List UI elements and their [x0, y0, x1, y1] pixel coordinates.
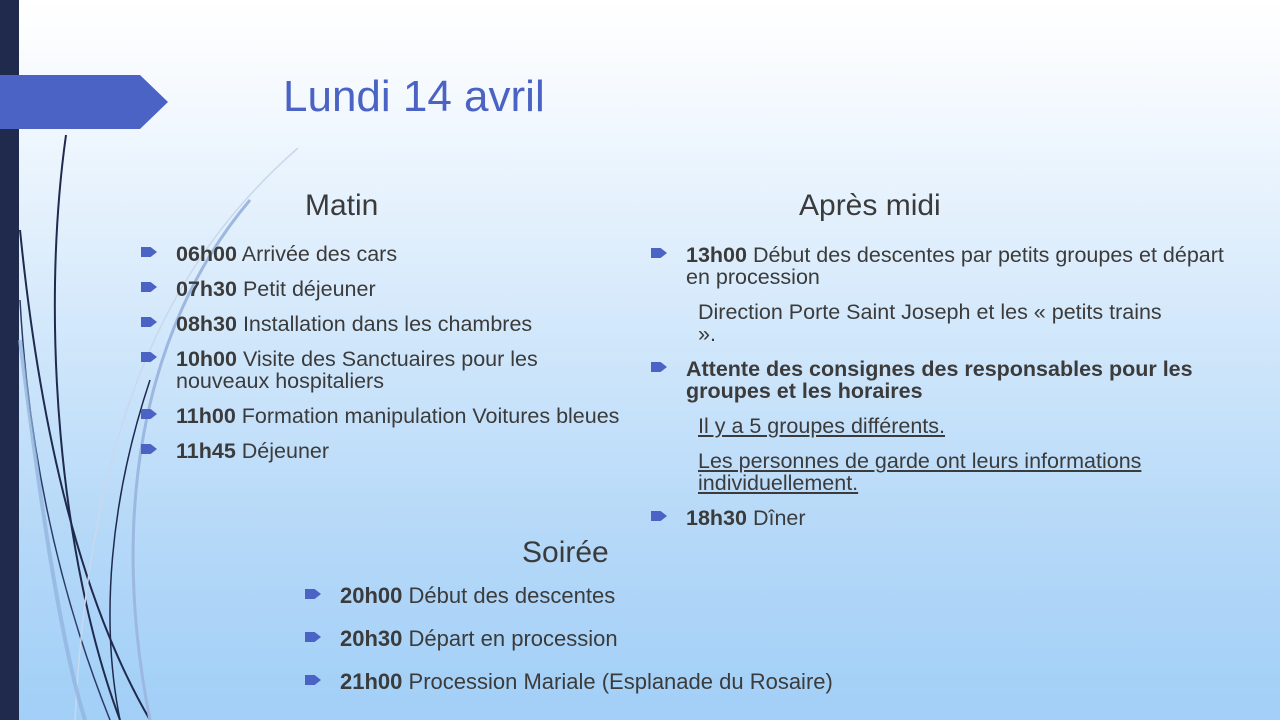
bullet-arrow-icon: [141, 282, 157, 292]
item-text: Dîner: [752, 506, 806, 530]
soiree-list: [305, 585, 1005, 693]
item-time: 21h00: [340, 669, 403, 694]
item-time: 07h30: [176, 277, 237, 301]
list-item: [141, 313, 621, 335]
item-text: Visite des Sanctuaires pour les nouveaux hospitaliers: [176, 347, 538, 393]
sub-link-text[interactable]: Il y a 5 groupes différents.: [698, 414, 945, 438]
bullet-arrow-icon: [141, 444, 157, 454]
item-time: 10h00: [176, 347, 237, 371]
list-sub-item[interactable]: [651, 415, 1241, 437]
item-text: Installation dans les chambres: [242, 312, 533, 336]
bullet-arrow-icon: [141, 317, 157, 327]
bullet-arrow-icon: [305, 632, 321, 642]
item-time: 20h30: [340, 626, 403, 651]
item-text: Déjeuner: [241, 439, 330, 463]
list-item: [651, 358, 1241, 402]
list-sub-item: [651, 301, 1168, 345]
item-text: Attente des consignes des responsables pour les groupes et les horaires: [686, 357, 1193, 403]
item-text: Départ en procession: [408, 626, 618, 651]
item-text: Petit déjeuner: [242, 277, 376, 301]
item-time: 08h30: [176, 312, 237, 336]
bullet-arrow-icon: [141, 352, 157, 362]
list-item: [651, 507, 1241, 529]
item-time: 06h00: [176, 242, 237, 266]
sub-text: Direction Porte Saint Joseph et les « petits trains ».: [698, 300, 1162, 346]
bullet-arrow-icon: [141, 409, 157, 419]
apres-midi-heading: Après midi: [799, 189, 941, 222]
item-text: Début des descentes par petits groupes et départ en procession: [686, 243, 1224, 289]
bullet-arrow-icon: [305, 589, 321, 599]
list-item: [141, 440, 621, 462]
list-item: [141, 348, 616, 392]
list-item: [141, 243, 621, 265]
list-item: [651, 244, 1241, 288]
item-text: Arrivée des cars: [241, 242, 398, 266]
item-time: 11h00: [176, 404, 236, 428]
matin-heading: Matin: [305, 189, 379, 222]
bullet-arrow-icon: [651, 362, 667, 372]
list-sub-item[interactable]: [651, 450, 1218, 494]
item-text: Formation manipulation Voitures bleues: [241, 404, 620, 428]
list-item: [305, 585, 1005, 607]
title-arrow-shape: [0, 75, 170, 129]
list-item: [141, 405, 646, 427]
item-time: 11h45: [176, 439, 236, 463]
apres-midi-list: [651, 244, 1241, 529]
soiree-heading: Soirée: [522, 536, 609, 569]
slide-title: Lundi 14 avril: [283, 72, 545, 121]
item-time: 13h00: [686, 243, 747, 267]
item-text: Procession Mariale (Esplanade du Rosaire): [408, 669, 833, 694]
bullet-arrow-icon: [651, 248, 667, 258]
bullet-arrow-icon: [651, 511, 667, 521]
matin-list: [141, 243, 621, 462]
list-item: [305, 628, 1005, 650]
item-text: Début des descentes: [408, 583, 616, 608]
item-time: 20h00: [340, 583, 403, 608]
bullet-arrow-icon: [305, 675, 321, 685]
list-item: [141, 278, 621, 300]
list-item: [305, 671, 1005, 693]
item-time: 18h30: [686, 506, 747, 530]
bullet-arrow-icon: [141, 247, 157, 257]
sub-link-text[interactable]: Les personnes de garde ont leurs informations individuellement.: [698, 449, 1142, 495]
